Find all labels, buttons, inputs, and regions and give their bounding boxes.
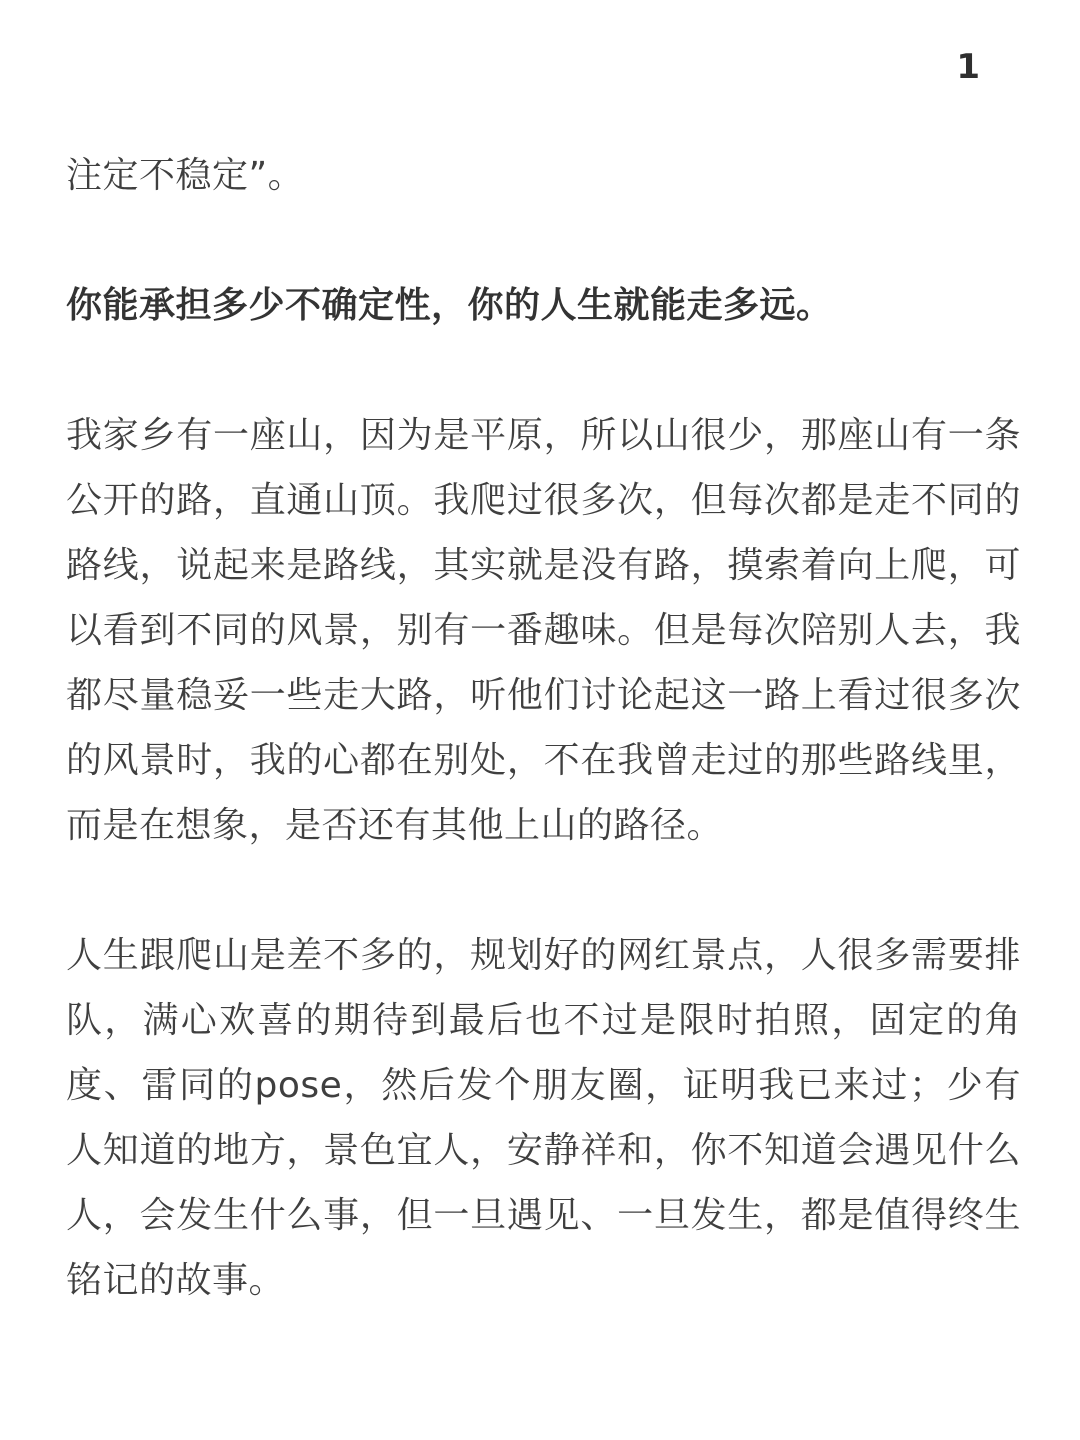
article-body bbox=[66, 143, 1021, 1313]
paragraph-mountain-story: 我家乡有一座山，因为是平原，所以山很少，那座山有一条公开的路，直通山顶。我爬过很多次，但每次都是走不同的路线，说起来是路线，其实就是没有路，摸索着向上爬，可以看到不同的风景，别有一番趣味。但是每次陪别人去，我都尽量稳妥一些走大路，听他们讨论起这一路上看过很多次的风景时，我的心都在别处，不在我曾走过的那些路线里，而是在想象，是否还有其他上山的路径。 bbox=[66, 415, 1021, 846]
page-number: 1 bbox=[956, 47, 980, 87]
paragraph-highlight: 你能承担多少不确定性，你的人生就能走多远。 bbox=[66, 285, 833, 326]
paragraph-life-analogy: 人生跟爬山是差不多的，规划好的网红景点，人很多需要排队，满心欢喜的期待到最后也不过是限时拍照，固定的角度、雷同的pose，然后发个朋友圈，证明我已来过；少有人知道的地方，景色宜人，安静祥和，你不知道会遇见什么人，会发生什么事，但一旦遇见、一旦发生，都是值得终生铭记的故事。 bbox=[66, 935, 1021, 1301]
paragraph-closing-quote: 注定不稳定”。 bbox=[66, 155, 305, 196]
